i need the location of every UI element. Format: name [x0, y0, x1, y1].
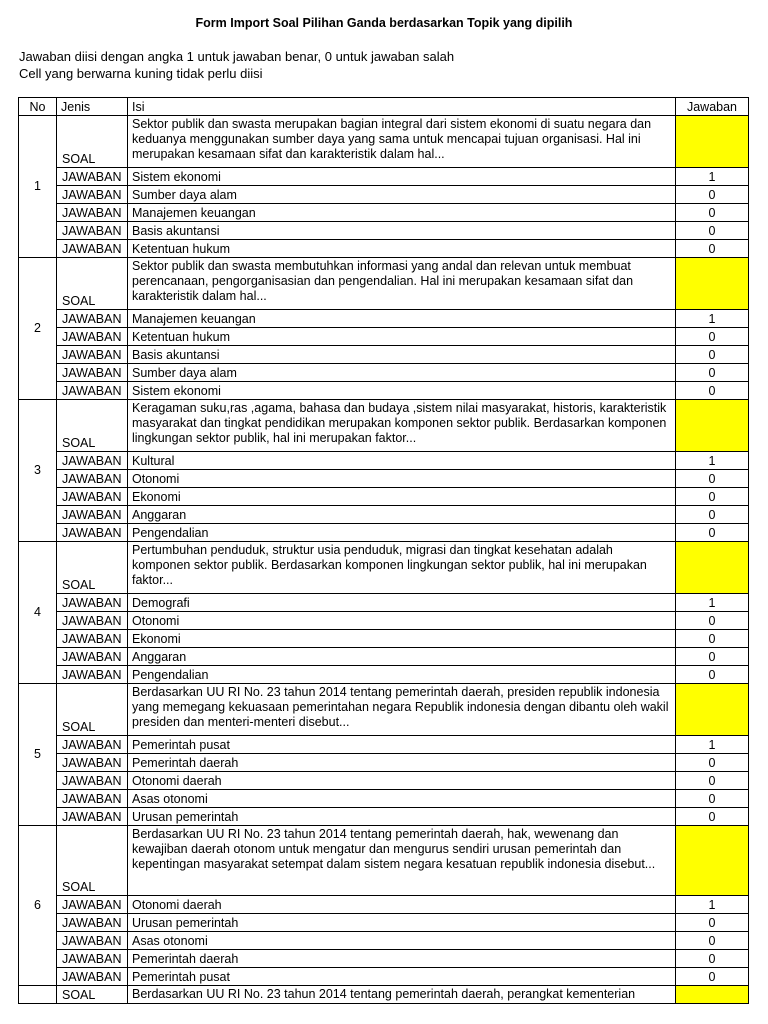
- jawaban-cell-disabled: [676, 542, 749, 594]
- answer-text[interactable]: Pengendalian: [128, 666, 676, 684]
- answer-row: [19, 736, 749, 754]
- answer-text[interactable]: Manajemen keuangan: [128, 204, 676, 222]
- answer-text[interactable]: Basis akuntansi: [128, 222, 676, 240]
- answer-row: [19, 452, 749, 470]
- answer-value-cell[interactable]: 0: [676, 772, 749, 790]
- answer-value-cell[interactable]: 0: [676, 506, 749, 524]
- soal-row: [19, 826, 749, 896]
- answer-value-cell[interactable]: 0: [676, 382, 749, 400]
- answer-text[interactable]: Otonomi: [128, 612, 676, 630]
- answer-text[interactable]: Asas otonomi: [128, 790, 676, 808]
- instructions: [19, 48, 454, 82]
- answer-value-cell[interactable]: 0: [676, 222, 749, 240]
- answer-row: [19, 240, 749, 258]
- answer-value-cell[interactable]: 0: [676, 612, 749, 630]
- answer-row: [19, 772, 749, 790]
- answer-value-cell[interactable]: 0: [676, 790, 749, 808]
- soal-row: [19, 258, 749, 310]
- answer-row: [19, 896, 749, 914]
- jenis-jawaban-cell: JAWABAN: [57, 736, 128, 754]
- jenis-jawaban-cell: JAWABAN: [57, 772, 128, 790]
- answer-text[interactable]: Sumber daya alam: [128, 364, 676, 382]
- jenis-soal-cell: SOAL: [57, 400, 128, 452]
- answer-text[interactable]: Kultural: [128, 452, 676, 470]
- answer-row: [19, 790, 749, 808]
- answer-text[interactable]: Otonomi daerah: [128, 772, 676, 790]
- jawaban-cell-disabled: [676, 826, 749, 896]
- jenis-jawaban-cell: JAWABAN: [57, 364, 128, 382]
- answer-text[interactable]: Basis akuntansi: [128, 346, 676, 364]
- soal-row: [19, 986, 749, 1004]
- answer-text[interactable]: Otonomi: [128, 470, 676, 488]
- answer-row: [19, 382, 749, 400]
- question-text[interactable]: Sektor publik dan swasta membutuhkan informasi yang andal dan relevan untuk membuat perencanaan, pengorganisasian dan pengendalian. Hal ini merupakan kesamaan sifat dan karakteristik dalam hal...: [128, 258, 676, 310]
- answer-value-cell[interactable]: 0: [676, 186, 749, 204]
- answer-value-cell[interactable]: 1: [676, 168, 749, 186]
- answer-value-cell[interactable]: 0: [676, 914, 749, 932]
- jenis-jawaban-cell: JAWABAN: [57, 754, 128, 772]
- question-text[interactable]: Sektor publik dan swasta merupakan bagian integral dari sistem ekonomi di suatu negara dan keduanya menggunakan sumber daya yang sama untuk mencapai tujuan organisasi. Hal ini merupakan kesamaan sifat dan karakteristik dalam hal...: [128, 116, 676, 168]
- question-text[interactable]: Berdasarkan UU RI No. 23 tahun 2014 tentang pemerintah daerah, hak, wewenang dan kewajiban daerah otonom untuk mengatur dan mengurus sendiri urusan pemerintah dan kepentingan masyarakat setempat dalam sistem negara kesatuan republik indonesia disebut...: [128, 826, 676, 896]
- answer-row: [19, 346, 749, 364]
- answer-row: [19, 594, 749, 612]
- jenis-soal-cell: SOAL: [57, 684, 128, 736]
- answer-row: [19, 808, 749, 826]
- answer-value-cell[interactable]: 0: [676, 808, 749, 826]
- answer-text[interactable]: Asas otonomi: [128, 932, 676, 950]
- jenis-jawaban-cell: JAWABAN: [57, 310, 128, 328]
- answer-row: [19, 506, 749, 524]
- answer-row: [19, 470, 749, 488]
- answer-value-cell[interactable]: 1: [676, 310, 749, 328]
- question-text[interactable]: Keragaman suku,ras ,agama, bahasa dan budaya ,sistem nilai masyarakat, historis, karakteristik masyarakat dan tingkat pendidikan merupakan komponen sektor publik. Berdasarkan komponen lingkungan sektor publik, hal ini merupakan faktor...: [128, 400, 676, 452]
- answer-value-cell[interactable]: 0: [676, 932, 749, 950]
- jenis-jawaban-cell: JAWABAN: [57, 470, 128, 488]
- header-no: No: [19, 98, 57, 116]
- answer-value-cell[interactable]: 0: [676, 754, 749, 772]
- answer-value-cell[interactable]: 0: [676, 364, 749, 382]
- question-number: 5: [19, 684, 57, 826]
- jenis-soal-cell: SOAL: [57, 258, 128, 310]
- jenis-jawaban-cell: JAWABAN: [57, 790, 128, 808]
- answer-row: [19, 630, 749, 648]
- answer-value-cell[interactable]: 0: [676, 968, 749, 986]
- jenis-jawaban-cell: JAWABAN: [57, 382, 128, 400]
- answer-text[interactable]: Ketentuan hukum: [128, 328, 676, 346]
- answer-text[interactable]: Pengendalian: [128, 524, 676, 542]
- answer-value-cell[interactable]: 0: [676, 630, 749, 648]
- answer-row: [19, 168, 749, 186]
- jenis-jawaban-cell: JAWABAN: [57, 328, 128, 346]
- header-jawaban: Jawaban: [676, 98, 749, 116]
- question-number: 1: [19, 116, 57, 258]
- table-body: [19, 116, 749, 1004]
- answer-row: [19, 364, 749, 382]
- jenis-jawaban-cell: JAWABAN: [57, 452, 128, 470]
- jenis-soal-cell: SOAL: [57, 542, 128, 594]
- question-text[interactable]: Pertumbuhan penduduk, struktur usia penduduk, migrasi dan tingkat kesehatan adalah komponen sektor publik. Berdasarkan komponen lingkungan sektor publik, hal ini merupakan faktor...: [128, 542, 676, 594]
- jenis-jawaban-cell: JAWABAN: [57, 932, 128, 950]
- answer-row: [19, 488, 749, 506]
- instruction-line: Jawaban diisi dengan angka 1 untuk jawaban benar, 0 untuk jawaban salah: [19, 49, 455, 64]
- header-jenis: Jenis: [57, 98, 128, 116]
- answer-text[interactable]: Pemerintah pusat: [128, 968, 676, 986]
- answer-row: [19, 222, 749, 240]
- answer-value-cell[interactable]: 0: [676, 950, 749, 968]
- answer-value-cell[interactable]: 1: [676, 896, 749, 914]
- answer-row: [19, 754, 749, 772]
- answer-text[interactable]: Sumber daya alam: [128, 186, 676, 204]
- answer-row: [19, 204, 749, 222]
- answer-text[interactable]: Anggaran: [128, 506, 676, 524]
- answer-text[interactable]: Pemerintah daerah: [128, 754, 676, 772]
- answer-value-cell[interactable]: 0: [676, 346, 749, 364]
- answer-value-cell[interactable]: 0: [676, 648, 749, 666]
- question-number: 3: [19, 400, 57, 542]
- answer-text[interactable]: Urusan pemerintah: [128, 808, 676, 826]
- jenis-jawaban-cell: JAWABAN: [57, 186, 128, 204]
- answer-text[interactable]: Ketentuan hukum: [128, 240, 676, 258]
- answer-value-cell[interactable]: 0: [676, 204, 749, 222]
- instruction-line: Cell yang berwarna kuning tidak perlu diisi: [19, 66, 263, 81]
- jenis-jawaban-cell: JAWABAN: [57, 666, 128, 684]
- answer-value-cell[interactable]: 0: [676, 328, 749, 346]
- answer-value-cell[interactable]: 1: [676, 452, 749, 470]
- answer-row: [19, 950, 749, 968]
- answer-text[interactable]: Urusan pemerintah: [128, 914, 676, 932]
- question-text[interactable]: Berdasarkan UU RI No. 23 tahun 2014 tentang pemerintah daerah, perangkat kementerian: [128, 986, 676, 1004]
- jenis-jawaban-cell: JAWABAN: [57, 346, 128, 364]
- jenis-soal-cell: SOAL: [57, 116, 128, 168]
- question-number: 4: [19, 542, 57, 684]
- jawaban-cell-disabled: [676, 684, 749, 736]
- answer-text[interactable]: Demografi: [128, 594, 676, 612]
- jenis-jawaban-cell: JAWABAN: [57, 222, 128, 240]
- jawaban-cell-disabled: [676, 400, 749, 452]
- answer-row: [19, 666, 749, 684]
- answer-row: [19, 648, 749, 666]
- jawaban-cell-disabled: [676, 986, 749, 1004]
- answer-row: [19, 612, 749, 630]
- answer-value-cell[interactable]: 0: [676, 488, 749, 506]
- jawaban-cell-disabled: [676, 258, 749, 310]
- jenis-jawaban-cell: JAWABAN: [57, 808, 128, 826]
- jenis-soal-cell: SOAL: [57, 826, 128, 896]
- jenis-jawaban-cell: JAWABAN: [57, 896, 128, 914]
- jenis-jawaban-cell: JAWABAN: [57, 612, 128, 630]
- answer-value-cell[interactable]: 0: [676, 666, 749, 684]
- jenis-jawaban-cell: JAWABAN: [57, 506, 128, 524]
- answer-text[interactable]: Pemerintah pusat: [128, 736, 676, 754]
- jenis-jawaban-cell: JAWABAN: [57, 488, 128, 506]
- jenis-soal-cell: SOAL: [57, 986, 128, 1004]
- question-number: [19, 986, 57, 1004]
- answer-value-cell[interactable]: 1: [676, 594, 749, 612]
- answer-text[interactable]: Sistem ekonomi: [128, 382, 676, 400]
- jenis-jawaban-cell: JAWABAN: [57, 204, 128, 222]
- answer-text[interactable]: Pemerintah daerah: [128, 950, 676, 968]
- question-number: 2: [19, 258, 57, 400]
- soal-row: [19, 400, 749, 452]
- answer-text[interactable]: Ekonomi: [128, 488, 676, 506]
- question-number: 6: [19, 826, 57, 986]
- answer-text[interactable]: Anggaran: [128, 648, 676, 666]
- answer-text[interactable]: Otonomi daerah: [128, 896, 676, 914]
- soal-row: [19, 684, 749, 736]
- answer-value-cell[interactable]: 0: [676, 524, 749, 542]
- jawaban-cell-disabled: [676, 116, 749, 168]
- question-table: [18, 97, 749, 1004]
- answer-row: [19, 968, 749, 986]
- answer-text[interactable]: Sistem ekonomi: [128, 168, 676, 186]
- answer-row: [19, 914, 749, 932]
- jenis-jawaban-cell: JAWABAN: [57, 524, 128, 542]
- answer-text[interactable]: Ekonomi: [128, 630, 676, 648]
- jenis-jawaban-cell: JAWABAN: [57, 630, 128, 648]
- question-text[interactable]: Berdasarkan UU RI No. 23 tahun 2014 tentang pemerintah daerah, presiden republik indonesia yang memegang kekuasaan pemerintahan negara Republik indonesia dengan dibantu oleh wakil presiden dan menteri-menteri disebut...: [128, 684, 676, 736]
- jenis-jawaban-cell: JAWABAN: [57, 168, 128, 186]
- answer-row: [19, 328, 749, 346]
- answer-row: [19, 186, 749, 204]
- page-title: Form Import Soal Pilihan Ganda berdasarkan Topik yang dipilih: [195, 16, 573, 30]
- answer-value-cell[interactable]: 0: [676, 240, 749, 258]
- answer-value-cell[interactable]: 0: [676, 470, 749, 488]
- answer-row: [19, 932, 749, 950]
- answer-value-cell[interactable]: 1: [676, 736, 749, 754]
- answer-text[interactable]: Manajemen keuangan: [128, 310, 676, 328]
- soal-row: [19, 116, 749, 168]
- answer-row: [19, 310, 749, 328]
- soal-row: [19, 542, 749, 594]
- jenis-jawaban-cell: JAWABAN: [57, 914, 128, 932]
- header-isi: Isi: [128, 98, 676, 116]
- jenis-jawaban-cell: JAWABAN: [57, 648, 128, 666]
- jenis-jawaban-cell: JAWABAN: [57, 950, 128, 968]
- table-header-row: [19, 98, 749, 116]
- answer-row: [19, 524, 749, 542]
- jenis-jawaban-cell: JAWABAN: [57, 240, 128, 258]
- jenis-jawaban-cell: JAWABAN: [57, 968, 128, 986]
- jenis-jawaban-cell: JAWABAN: [57, 594, 128, 612]
